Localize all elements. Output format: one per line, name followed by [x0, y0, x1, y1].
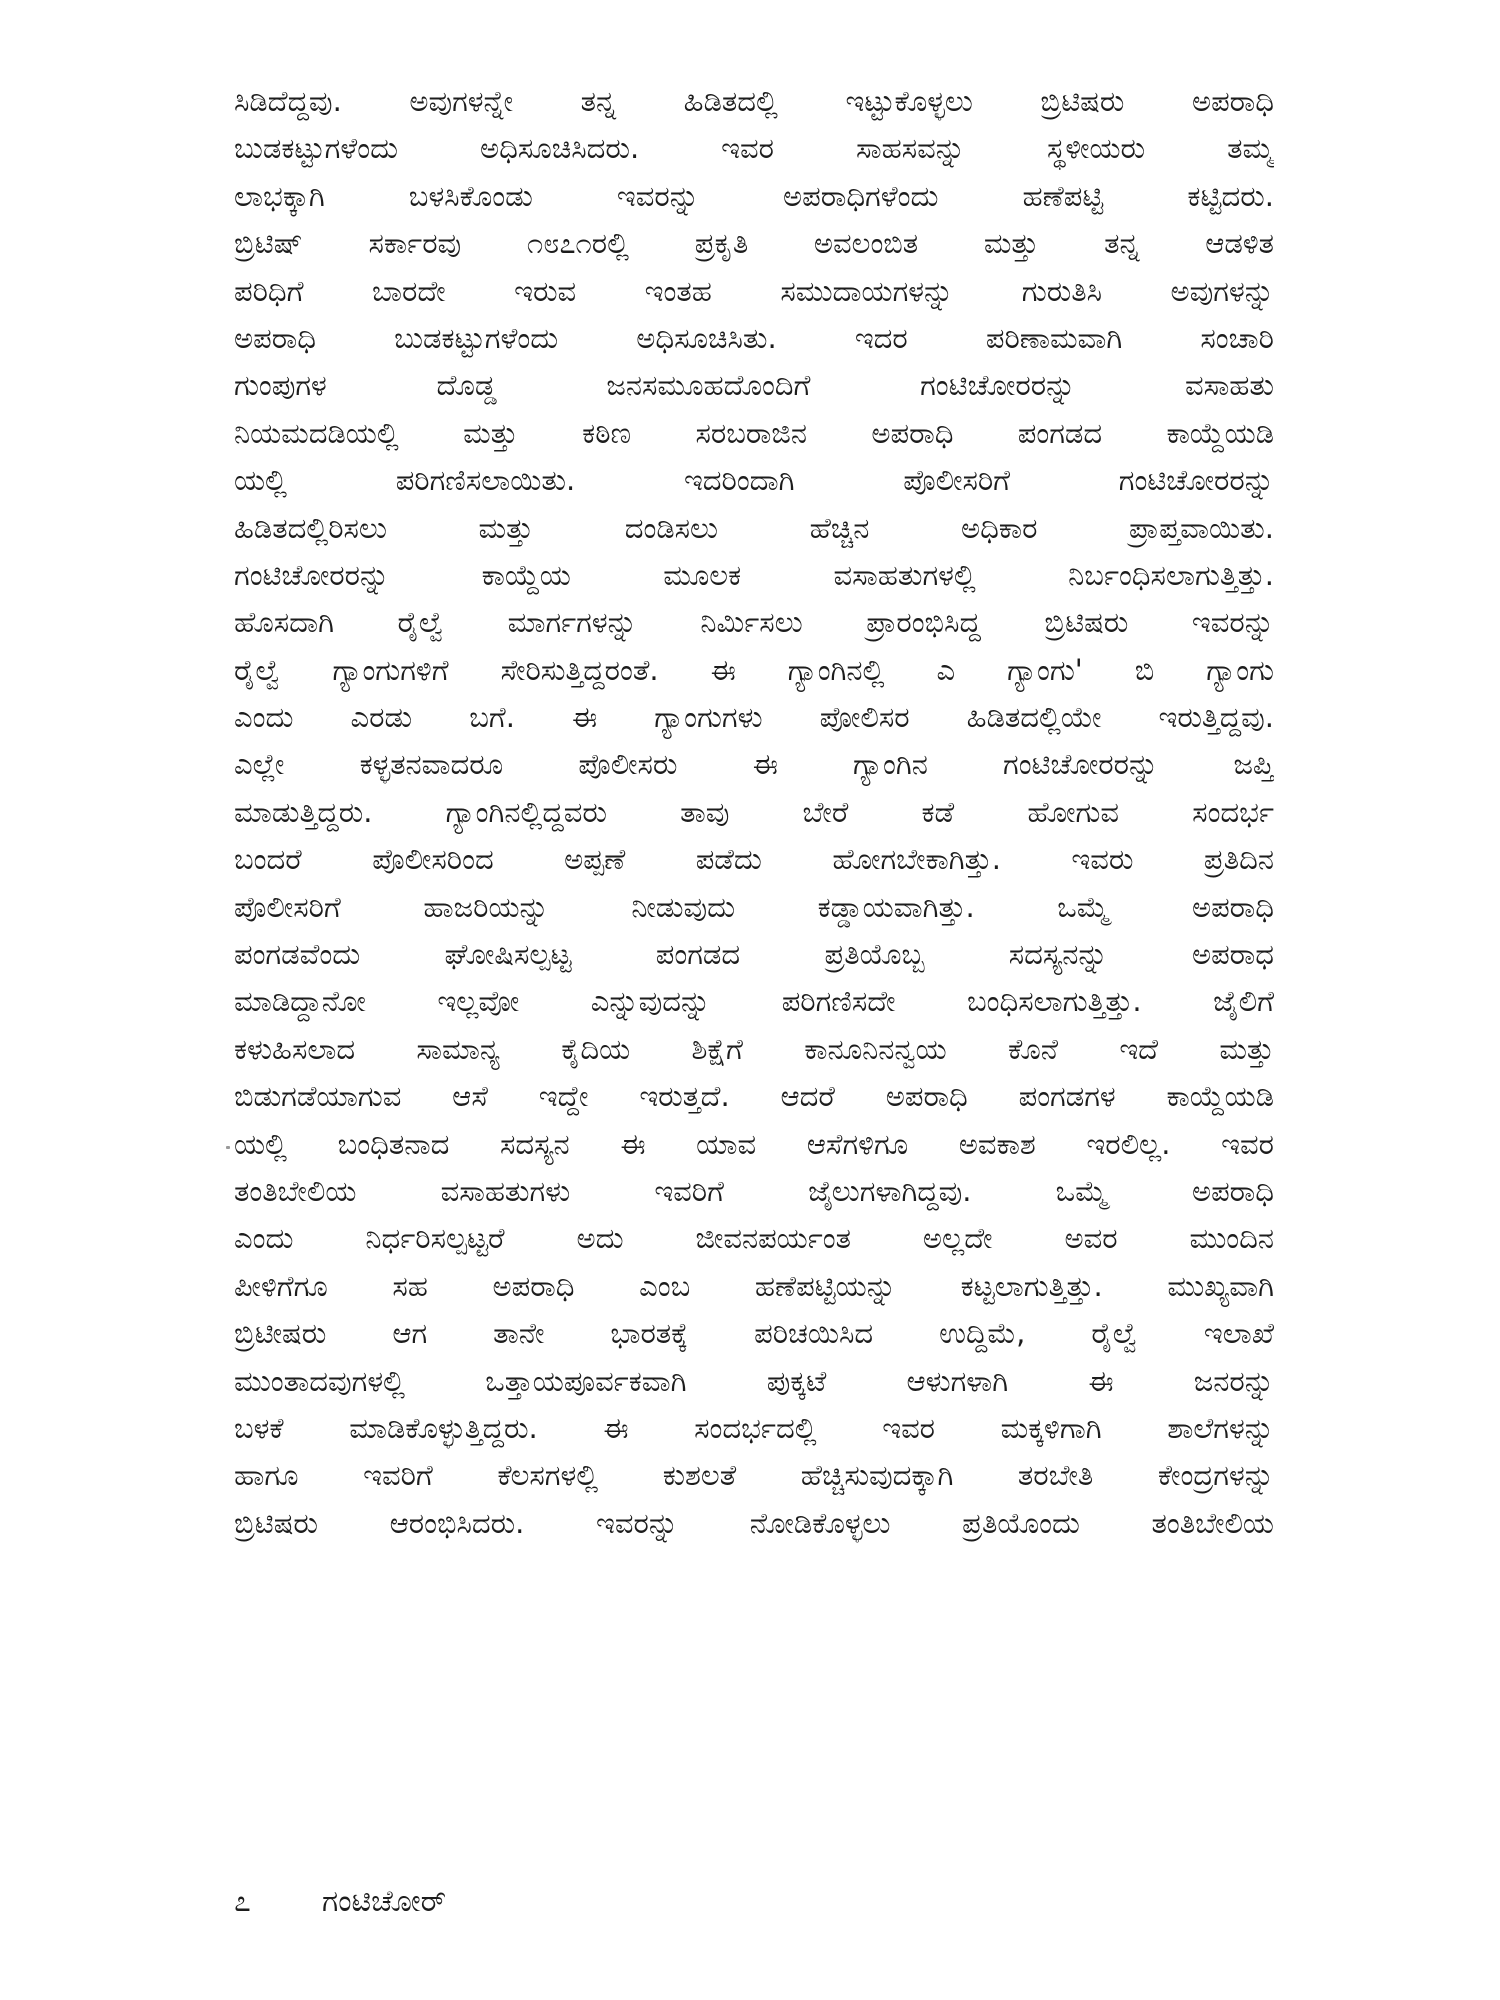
page-footer	[234, 1880, 446, 1924]
text-line: ಬ್ರಿಟಿಷ್ ಸರ್ಕಾರವು ೧೮೭೧ರಲ್ಲಿ ಪ್ರಕೃತಿ ಅವಲಂಬಿತ ಮತ್ತು ತನ್ನ ಆಡಳಿತ	[234, 226, 1274, 261]
text-line: ಬ್ರಿಟಿಷರು ಆರಂಭಿಸಿದರು. ಇವರನ್ನು ನೋಡಿಕೊಳ್ಳಲು ಪ್ರತಿಯೊಂದು ತಂತಿಬೇಲಿಯ	[234, 1505, 1274, 1540]
text-line: ಯಲ್ಲಿ ಬಂಧಿತನಾದ ಸದಸ್ಯನ ಈ ಯಾವ ಆಸೆಗಳಿಗೂ ಅವಕಾಶ ಇರಲಿಲ್ಲ. ಇವರ	[234, 1126, 1274, 1161]
text-line: ಹಾಗೂ ಇವರಿಗೆ ಕೆಲಸಗಳಲ್ಲಿ ಕುಶಲತೆ ಹೆಚ್ಚಿಸುವುದಕ್ಕಾಗಿ ತರಬೇತಿ ಕೇಂದ್ರಗಳನ್ನು	[234, 1458, 1274, 1493]
text-line: ಹಿಡಿತದಲ್ಲಿರಿಸಲು ಮತ್ತು ದಂಡಿಸಲು ಹೆಚ್ಚಿನ ಅಧಿಕಾರ ಪ್ರಾಪ್ತವಾಯಿತು.	[234, 510, 1274, 545]
text-line: ಕಳುಹಿಸಲಾದ ಸಾಮಾನ್ಯ ಕೈದಿಯ ಶಿಕ್ಷೆಗೆ ಕಾನೂನಿನನ್ವಯ ಕೊನೆ ಇದೆ ಮತ್ತು	[234, 1031, 1274, 1066]
text-line: ಗುಂಪುಗಳ ದೊಡ್ಡ ಜನಸಮೂಹದೊಂದಿಗೆ ಗಂಟಿಚೋರರನ್ನು ವಸಾಹತು	[234, 368, 1274, 403]
scan-speck	[226, 1146, 230, 1149]
text-line: ಎಲ್ಲೇ ಕಳ್ಳತನವಾದರೂ ಪೊಲೀಸರು ಈ ಗ್ಯಾಂಗಿನ ಗಂಟಿಚೋರರನ್ನು ಜಪ್ತಿ	[234, 747, 1274, 782]
text-line: ಪರಿಧಿಗೆ ಬಾರದೇ ಇರುವ ಇಂತಹ ಸಮುದಾಯಗಳನ್ನು ಗುರುತಿಸಿ ಅವುಗಳನ್ನು	[234, 273, 1274, 308]
text-line: ಹೊಸದಾಗಿ ರೈಲ್ವೆ ಮಾರ್ಗಗಳನ್ನು ನಿರ್ಮಿಸಲು ಪ್ರಾರಂಭಿಸಿದ್ದ ಬ್ರಿಟಿಷರು ಇವರನ್ನು	[234, 605, 1274, 640]
page-number: ೭	[234, 1884, 251, 1919]
text-line: ಪೊಲೀಸರಿಗೆ ಹಾಜರಿಯನ್ನು ನೀಡುವುದು ಕಡ್ಡಾಯವಾಗಿತ್ತು. ಒಮ್ಮೆ ಅಪರಾಧಿ	[234, 889, 1274, 924]
text-line: ಮಾಡುತ್ತಿದ್ದರು. ಗ್ಯಾಂಗಿನಲ್ಲಿದ್ದವರು ತಾವು ಬೇರೆ ಕಡೆ ಹೋಗುವ ಸಂದರ್ಭ	[234, 794, 1274, 829]
body-paragraph	[234, 78, 1274, 1547]
text-line: ಪೀಳಿಗೆಗೂ ಸಹ ಅಪರಾಧಿ ಎಂಬ ಹಣೆಪಟ್ಟಿಯನ್ನು ಕಟ್ಟಲಾಗುತ್ತಿತ್ತು. ಮುಖ್ಯವಾಗಿ	[234, 1268, 1274, 1303]
text-line: ಬ್ರಿಟೀಷರು ಆಗ ತಾನೇ ಭಾರತಕ್ಕೆ ಪರಿಚಯಿಸಿದ ಉದ್ದಿಮೆ, ರೈಲ್ವೆ ಇಲಾಖೆ	[234, 1316, 1274, 1351]
text-line: ಬಂದರೆ ಪೊಲೀಸರಿಂದ ಅಪ್ಪಣೆ ಪಡೆದು ಹೋಗಬೇಕಾಗಿತ್ತು. ಇವರು ಪ್ರತಿದಿನ	[234, 842, 1274, 877]
text-line: ನಿಯಮದಡಿಯಲ್ಲಿ ಮತ್ತು ಕಠಿಣ ಸರಬರಾಜಿನ ಅಪರಾಧಿ ಪಂಗಡದ ಕಾಯ್ದೆಯಡಿ	[234, 415, 1274, 450]
text-line: ತಂತಿಬೇಲಿಯ ವಸಾಹತುಗಳು ಇವರಿಗೆ ಜೈಲುಗಳಾಗಿದ್ದವು. ಒಮ್ಮೆ ಅಪರಾಧಿ	[234, 1173, 1274, 1208]
text-line: ಅಪರಾಧಿ ಬುಡಕಟ್ಟುಗಳೆಂದು ಅಧಿಸೂಚಿಸಿತು. ಇದರ ಪರಿಣಾಮವಾಗಿ ಸಂಚಾರಿ	[234, 320, 1274, 355]
text-line: ಬಳಕೆ ಮಾಡಿಕೊಳ್ಳುತ್ತಿದ್ದರು. ಈ ಸಂದರ್ಭದಲ್ಲಿ ಇವರ ಮಕ್ಕಳಿಗಾಗಿ ಶಾಲೆಗಳನ್ನು	[234, 1410, 1274, 1445]
text-line: ಎಂದು ಎರಡು ಬಗೆ. ಈ ಗ್ಯಾಂಗುಗಳು ಪೋಲಿಸರ ಹಿಡಿತದಲ್ಲಿಯೇ ಇರುತ್ತಿದ್ದವು.	[234, 700, 1274, 735]
text-line: ಸಿಡಿದೆದ್ದವು. ಅವುಗಳನ್ನೇ ತನ್ನ ಹಿಡಿತದಲ್ಲಿ ಇಟ್ಟುಕೊಳ್ಳಲು ಬ್ರಿಟಿಷರು ಅಪರಾಧಿ	[234, 84, 1274, 118]
text-line: ಮುಂತಾದವುಗಳಲ್ಲಿ ಒತ್ತಾಯಪೂರ್ವಕವಾಗಿ ಪುಕ್ಕಟೆ ಆಳುಗಳಾಗಿ ಈ ಜನರನ್ನು	[234, 1363, 1274, 1398]
text-line: ಬುಡಕಟ್ಟುಗಳೆಂದು ಅಧಿಸೂಚಿಸಿದರು. ಇವರ ಸಾಹಸವನ್ನು ಸ್ಥಳೀಯರು ತಮ್ಮ	[234, 131, 1274, 166]
text-line: ಲಾಭಕ್ಕಾಗಿ ಬಳಸಿಕೊಂಡು ಇವರನ್ನು ಅಪರಾಧಿಗಳೆಂದು ಹಣೆಪಟ್ಟಿ ಕಟ್ಟಿದರು.	[234, 178, 1274, 213]
text-line: ರೈಲ್ವೆ ಗ್ಯಾಂಗುಗಳಿಗೆ ಸೇರಿಸುತ್ತಿದ್ದರಂತೆ. ಈ ಗ್ಯಾಂಗಿನಲ್ಲಿ ಎ ಗ್ಯಾಂಗು' ಬಿ ಗ್ಯಾಂಗು	[234, 652, 1274, 687]
text-line: ಪಂಗಡವೆಂದು ಘೋಷಿಸಲ್ಪಟ್ಟ ಪಂಗಡದ ಪ್ರತಿಯೊಬ್ಬ ಸದಸ್ಯನನ್ನು ಅಪರಾಧ	[234, 937, 1274, 972]
text-line: ಗಂಟಿಚೋರರನ್ನು ಕಾಯ್ದೆಯ ಮೂಲಕ ವಸಾಹತುಗಳಲ್ಲಿ ನಿರ್ಬಂಧಿಸಲಾಗುತ್ತಿತ್ತು.	[234, 557, 1274, 592]
text-line: ಯಲ್ಲಿ ಪರಿಗಣಿಸಲಾಯಿತು. ಇದರಿಂದಾಗಿ ಪೊಲೀಸರಿಗೆ ಗಂಟಿಚೋರರನ್ನು	[234, 463, 1274, 498]
running-title: ಗಂಟಿಚೋರ್	[322, 1884, 447, 1919]
text-line: ಮಾಡಿದ್ದಾನೋ ಇಲ್ಲವೋ ಎನ್ನುವುದನ್ನು ಪರಿಗಣಿಸದೇ ಬಂಧಿಸಲಾಗುತ್ತಿತ್ತು. ಜೈಲಿಗೆ	[234, 984, 1274, 1019]
text-line: ಬಿಡುಗಡೆಯಾಗುವ ಆಸೆ ಇದ್ದೇ ಇರುತ್ತದೆ. ಆದರೆ ಅಪರಾಧಿ ಪಂಗಡಗಳ ಕಾಯ್ದೆಯಡಿ	[234, 1079, 1274, 1114]
text-line: ಎಂದು ನಿರ್ಧರಿಸಲ್ಪಟ್ಟರೆ ಅದು ಜೀವನಪರ್ಯಂತ ಅಲ್ಲದೇ ಅವರ ಮುಂದಿನ	[234, 1221, 1274, 1256]
